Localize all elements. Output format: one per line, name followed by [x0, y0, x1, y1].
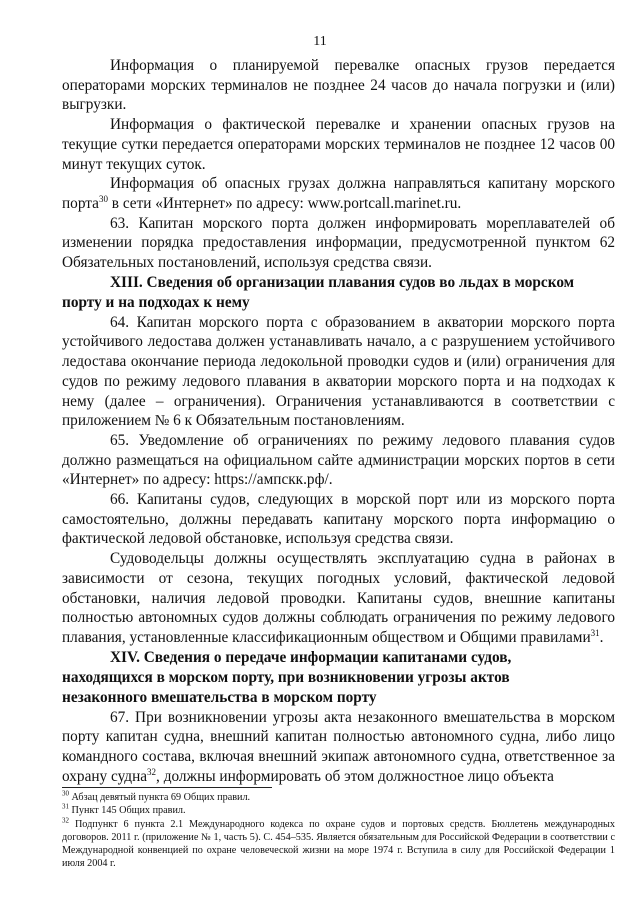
- heading-xiii-line2: порту и на подходах к нему: [62, 293, 250, 311]
- footnote-ref-32: 32: [147, 766, 157, 777]
- footnote-text-32: Подпункт 6 пункта 2.1 Международного кодекса по охране судов и портовых средств. Бюллетень международных договоров. 2011 г. (приложение № 1, часть 5). С. 454–535. Является обязательным для Российской Федерации в соответствии с Международной конвенцией по охране человеческой жизни на море 1974 г. Вступила в силу для Российской Федерации 1 июля 2004 г.: [62, 818, 615, 870]
- paragraph-64: 64. Капитан морского порта с образованием в акватории морского порта устойчивого ледостава должен устанавливать начало, а с разрушением устойчивого ледостава окончание периода ледокольной проводки судов и (или) ограничения для судов по режиму ледового плавания в акватории морского порта и на подходах к нему (далее – ограничения). Ограничения устанавливаются в соответствии с приложением № 6 к Обязательным постановлениям.: [62, 313, 615, 430]
- page-number: 11: [313, 34, 327, 49]
- footnote-separator: [62, 787, 272, 788]
- footnote-text-30: Абзац девятый пункта 69 Общих правил.: [69, 792, 251, 803]
- footnote-num-30: 30: [62, 789, 69, 798]
- paragraph-66: 66. Капитаны судов, следующих в морской порт или из морского порта самостоятельно, должны передавать капитану морского порта информацию о фактической ледовой обстановке, используя средства связи.: [62, 491, 615, 548]
- footnote-ref-30: 30: [98, 193, 108, 204]
- portcall-text-end: в сети «Интернет» по адресу: www.portcall.marinet.ru.: [107, 194, 462, 212]
- footnote-ref-31: 31: [590, 627, 600, 638]
- section-heading-xiv: [62, 648, 615, 708]
- paragraph-ice-operation: [62, 549, 615, 648]
- paragraph-63: 63. Капитан морского порта должен информировать мореплавателей об изменении порядка предоставления информации, предусмотренной пунктом 62 Обязательных постановлений, используя средства связи.: [62, 214, 615, 272]
- ice-text: Судоводельцы должны осуществлять эксплуатацию судна в районах в зависимости от сезона, текущих погодных условий, фактической ледовой обстановки, наличия ледовой проводки. Капитаны судов, внешние капитаны полностью автономных судов должны соблюдать ограничения по режиму ледового плавания, установленные классификационным обществом и Общими правилами: [62, 550, 615, 646]
- p67-text-start: 67. При возникновении угрозы акта незаконного вмешательства в морском порту капитан судна, внешний капитан полностью автономного судна, либо лицо командного состава, включая внешний экипаж автономного судна, ответственное за охрану судна: [62, 708, 615, 785]
- p67-text-end: , должны информировать об этом должностное лицо объекта: [156, 767, 554, 785]
- ice-text-end: .: [599, 628, 604, 646]
- heading-xiii-line1: XIII. Сведения об организации плавания судов во льдах в морском: [110, 273, 575, 291]
- heading-xiv-line2: находящихся в морском порту, при возникновении угрозы актов: [62, 668, 510, 686]
- footnote-32: [62, 818, 615, 871]
- heading-xiv-line1: XIV. Сведения о передаче информации капитанами судов,: [110, 648, 512, 666]
- footnote-num-32: 32: [62, 816, 69, 825]
- footnote-text-31: Пункт 145 Общих правил.: [69, 805, 186, 817]
- paragraph-actual-transshipment: Информация о фактической перевалке и хранении опасных грузов на текущие сутки передается операторами морских терминалов не позднее 12 часов 00 минут текущих суток.: [62, 116, 615, 173]
- portcall-text-start: Информация об опасных грузах должна направляться капитану морского порта: [62, 175, 615, 212]
- document-body: [62, 56, 615, 787]
- paragraph-65: 65. Уведомление об ограничениях по режиму ледового плавания судов должно размещаться на официальном сайте администрации морских портов в сети «Интернет» по адресу: https://ампскк.рф/.: [62, 431, 615, 489]
- paragraph-planned-transshipment: Информация о планируемой перевалке опасных грузов передается операторами морских терминалов не позднее 24 часов до начала погрузки и (или) выгрузки.: [62, 57, 615, 114]
- paragraph-67: [62, 708, 615, 787]
- footnotes: [62, 791, 615, 871]
- footnote-num-31: 31: [62, 802, 69, 811]
- paragraph-portcall: [62, 174, 615, 213]
- footnote-30: [62, 791, 615, 804]
- heading-xiv-line3: незаконного вмешательства в морском порту: [62, 688, 377, 706]
- footnote-31: [62, 804, 615, 817]
- section-heading-xiii: [62, 273, 615, 313]
